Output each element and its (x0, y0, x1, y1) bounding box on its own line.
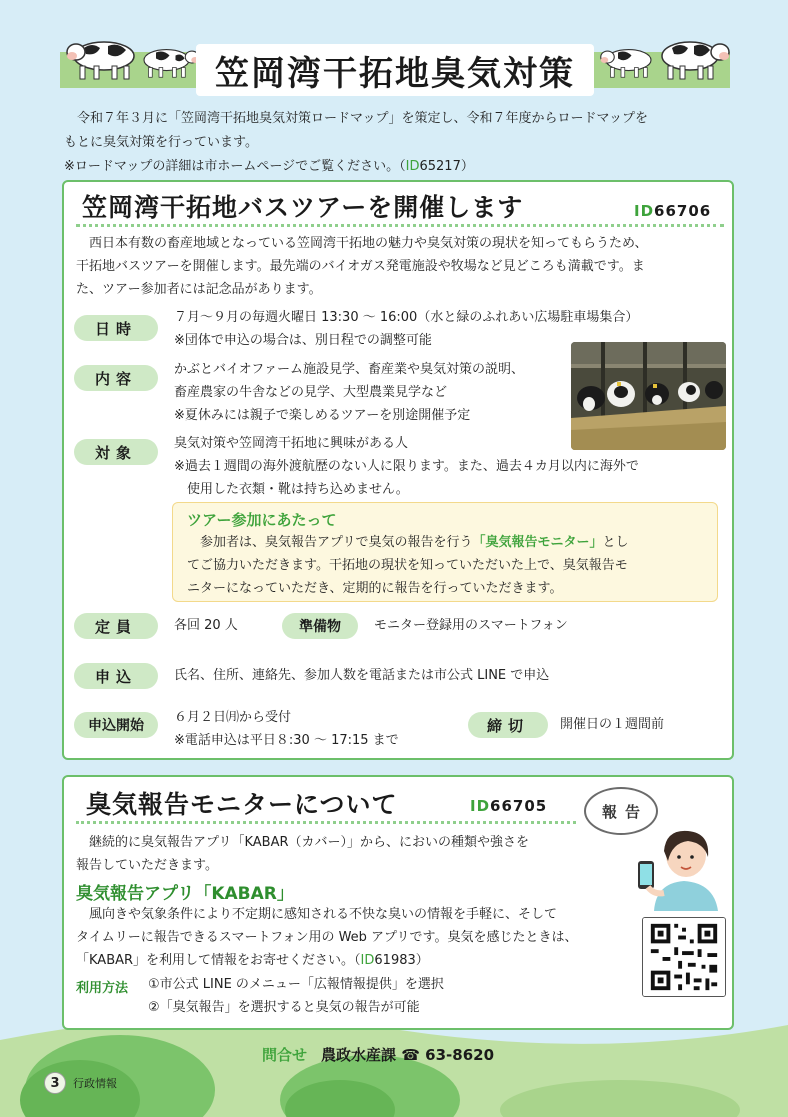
intro-line-3-text: ※ロードマップの詳細は市ホームページでご覧ください。（ (64, 159, 406, 174)
intro-line-3 (64, 155, 734, 179)
bus-tour-id-prefix: ID (634, 202, 655, 220)
contact-label: 問合せ (262, 1046, 308, 1064)
page-number: 3 (44, 1072, 66, 1094)
content-line-2: 畜産農家の牛舎などの見学、大型農業見学など (174, 385, 448, 400)
app-line-3 (76, 949, 646, 972)
kabar-app-description (76, 903, 646, 972)
cow-illustration-right (600, 32, 730, 82)
roadmap-id-number: 65217 (419, 159, 461, 174)
cow-illustration-left (66, 32, 196, 82)
schedule-label: 日時 (74, 315, 158, 341)
deadline-value: 開催日の１週間前 (560, 717, 665, 732)
title-box (196, 44, 594, 96)
odor-monitor-id (470, 797, 547, 815)
title-dotted-divider (76, 224, 724, 227)
apply-label: 申込 (74, 663, 158, 689)
start-line-2: ※電話申込は平日８:30 ～ 17:15 まで (174, 733, 399, 748)
bus-tour-title: 笠岡湾干拓地バスツアーを開催します (82, 193, 524, 222)
items-label: 準備物 (282, 613, 358, 639)
content-text (174, 358, 574, 427)
contact-department: 農政水産課 (321, 1046, 397, 1064)
start-text (174, 706, 474, 752)
content-line-3: ※夏休みには親子で楽しめるツアーを別途開催予定 (174, 408, 471, 423)
description-line-1: 西日本有数の畜産地域となっている笠岡湾干拓地の魅力や臭気対策の現状を知ってもらうため、 (89, 236, 648, 251)
usage-step-1: ①市公式 LINE のメニュー「広報情報提供」を選択 (148, 977, 444, 992)
odor-monitor-id-number: 66705 (490, 797, 548, 815)
intro-text (64, 107, 734, 179)
report-speech-bubble: 報告 (584, 787, 658, 835)
monitor-intro (76, 831, 596, 877)
usage-step-2: ②「臭気報告」を選択すると臭気の報告が可能 (148, 1000, 420, 1015)
odor-monitor-id-prefix: ID (470, 797, 491, 815)
notice-line-1 (187, 531, 707, 554)
usage-method-steps (148, 973, 568, 1019)
kabar-id-number: 61983 (374, 953, 416, 968)
items-value: モニター登録用のスマートフォン (374, 618, 568, 633)
description-line-3: た、ツアー参加者には記念品があります。 (76, 282, 322, 297)
roadmap-id-prefix: ID (405, 159, 420, 174)
contact-info (262, 1044, 494, 1065)
intro-line-2: もとに臭気対策を行っています。 (64, 135, 258, 150)
monitor-highlight: 「臭気報告モニター」 (472, 535, 603, 550)
app-line-3-text: 「KABAR」を利用して情報をお寄せください。（ (76, 953, 361, 968)
notice-line-1-suffix: とし (602, 535, 629, 550)
target-line-2: ※過去１週間の海外渡航歴のない人に限ります。また、過去４カ月以内に海外で (174, 459, 639, 474)
kabar-app-heading: 臭気報告アプリ「KABAR」 (76, 884, 294, 904)
usage-method-label: 利用方法 (76, 981, 129, 996)
start-line-1: ６月２日㈪から受付 (174, 710, 292, 725)
odor-monitor-title: 臭気報告モニターについて (86, 790, 398, 819)
description-line-2: 干拓地バスツアーを開催します。最先端のバイオガス発電施設や牧場など見どころも満載です。ま (76, 259, 645, 274)
target-line-1: 臭気対策や笠岡湾干拓地に興味がある人 (174, 436, 409, 451)
bus-tour-description (76, 232, 726, 301)
odor-monitor-card (62, 775, 734, 1030)
intro-line-3-suffix: ） (460, 159, 474, 174)
capacity-label: 定員 (74, 613, 158, 639)
notice-text (187, 531, 707, 600)
content-label: 内容 (74, 365, 158, 391)
content-line-1: かぶとバイオファーム施設見学、畜産業や臭気対策の説明、 (174, 362, 524, 377)
intro-line-1: 令和７年３月に「笠岡湾干拓地臭気対策ロードマップ」を策定し、令和７年度からロードマップを (77, 111, 648, 126)
bus-tour-id (634, 202, 711, 220)
target-text (174, 432, 724, 501)
notice-line-3: ニターになっていただき、定期的に報告を行っていただきます。 (187, 581, 563, 596)
monitor-intro-line-2: 報告していただきます。 (76, 858, 218, 873)
start-label: 申込開始 (74, 712, 158, 738)
schedule-line-2: ※団体で申込の場合は、別日程での調整可能 (174, 333, 432, 348)
qr-code[interactable] (642, 917, 726, 997)
target-label: 対象 (74, 439, 158, 465)
bus-tour-id-number: 66706 (654, 202, 712, 220)
monitor-dotted-divider (76, 821, 576, 824)
apply-value: 氏名、住所、連絡先、参加人数を電話または市公式 LINE で申込 (174, 668, 550, 683)
person-with-phone-illustration (634, 821, 730, 911)
tour-participation-notice (172, 502, 718, 602)
deadline-label: 締切 (468, 712, 548, 738)
capacity-value: 各回 20 人 (174, 618, 238, 633)
page-title: 笠岡湾干拓地臭気対策 (215, 53, 575, 94)
kabar-id-prefix: ID (360, 953, 375, 968)
notice-title: ツアー参加にあたって (187, 511, 337, 529)
app-line-2: タイムリーに報告できるスマートフォン用の Web アプリです。臭気を感じたときは、 (76, 930, 578, 945)
app-line-1: 風向きや気象条件により不定期に感知される不快な臭いの情報を手軽に、そして (89, 907, 558, 922)
target-line-3: 使用した衣類・靴は持ち込めません。 (174, 482, 409, 497)
notice-line-2: てご協力いただきます。干拓地の現状を知っていただいた上で、臭気報告モ (187, 558, 628, 573)
contact-phone: ☎ 63-8620 (401, 1046, 495, 1064)
monitor-intro-line-1: 継続的に臭気報告アプリ「KABAR（カバー）」から、においの種類や強さを (89, 835, 530, 850)
bus-tour-card (62, 180, 734, 760)
notice-line-1-text: 参加者は、臭気報告アプリで臭気の報告を行う (200, 535, 473, 550)
schedule-line-1: ７月～９月の毎週火曜日 13:30 ～ 16:00（水と緑のふれあい広場駐車場集合） (174, 310, 639, 325)
page-section-label: 行政情報 (73, 1077, 117, 1090)
app-line-3-suffix: ） (415, 953, 429, 968)
